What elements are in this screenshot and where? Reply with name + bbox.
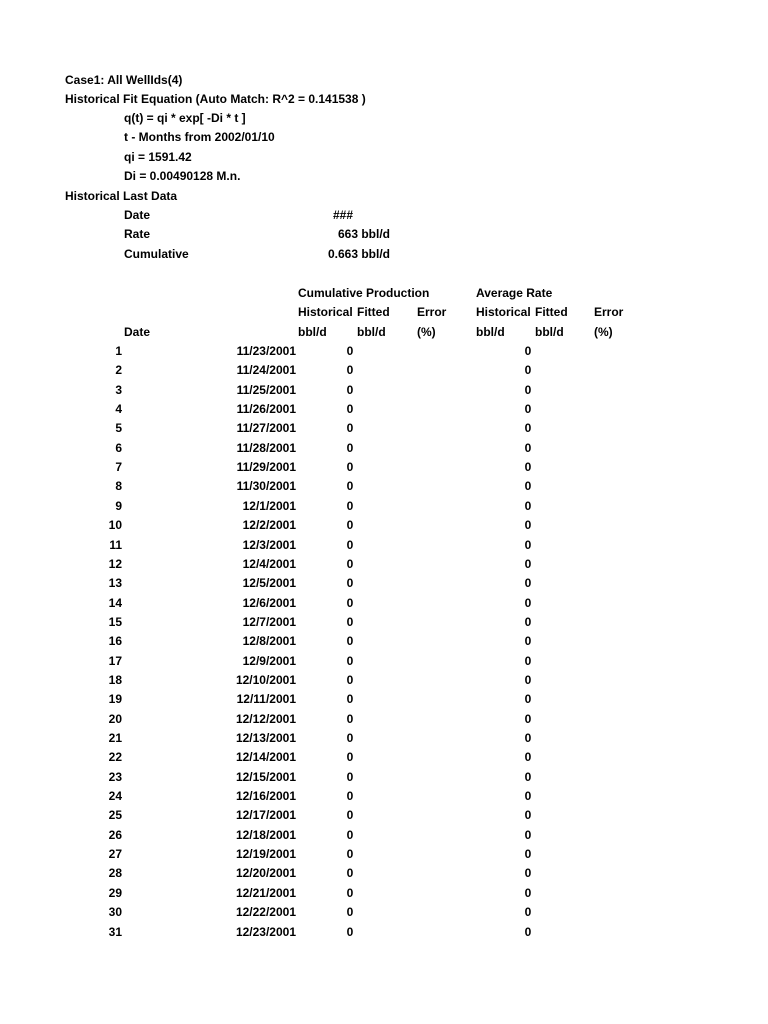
row-cum-historical: 0 (346, 886, 354, 900)
row-avg-historical: 0 (524, 576, 532, 590)
row-cum-historical: 0 (346, 828, 354, 842)
row-cum-historical: 0 (346, 692, 354, 706)
row-index: 31 (108, 925, 122, 939)
row-cum-historical: 0 (346, 673, 354, 687)
header-date: Date (124, 325, 151, 339)
row-index: 23 (108, 770, 122, 784)
row-avg-historical: 0 (524, 905, 532, 919)
row-date: 11/25/2001 (236, 383, 296, 397)
row-index: 28 (108, 866, 122, 880)
row-avg-historical: 0 (524, 460, 532, 474)
row-avg-historical: 0 (524, 499, 532, 513)
row-cum-historical: 0 (346, 518, 354, 532)
fit-equation-title: Historical Fit Equation (Auto Match: R^2 = 0.141538 ) (65, 92, 366, 106)
row-avg-historical: 0 (524, 634, 532, 648)
row-avg-historical: 0 (524, 789, 532, 803)
row-avg-historical: 0 (524, 808, 532, 822)
case-title: Case1: All WellIds(4) (65, 73, 183, 87)
row-date: 12/16/2001 (235, 789, 296, 803)
last-date-value: ### (332, 208, 353, 222)
row-cum-historical: 0 (346, 421, 354, 435)
row-index: 16 (108, 634, 122, 648)
row-cum-historical: 0 (346, 402, 354, 416)
row-date: 12/18/2001 (235, 828, 296, 842)
row-index: 15 (108, 615, 122, 629)
row-cum-historical: 0 (346, 344, 354, 358)
row-index: 26 (108, 828, 122, 842)
header-avg-historical: Historical (476, 305, 531, 319)
header-avg-error: Error (594, 305, 624, 319)
last-data-title: Historical Last Data (65, 189, 178, 203)
group-average-rate: Average Rate (476, 286, 553, 300)
row-cum-historical: 0 (346, 770, 354, 784)
row-avg-historical: 0 (524, 886, 532, 900)
row-index: 29 (108, 886, 122, 900)
row-index: 10 (108, 518, 122, 532)
row-index: 6 (115, 441, 122, 455)
row-index: 25 (108, 808, 122, 822)
row-date: 11/24/2001 (236, 363, 296, 377)
row-date: 12/22/2001 (235, 905, 296, 919)
row-avg-historical: 0 (524, 344, 532, 358)
row-date: 12/5/2001 (242, 576, 296, 590)
row-date: 12/4/2001 (242, 557, 296, 571)
row-avg-historical: 0 (524, 828, 532, 842)
row-avg-historical: 0 (524, 654, 532, 668)
t-definition: t - Months from 2002/01/10 (124, 130, 275, 144)
row-date: 12/14/2001 (235, 750, 296, 764)
row-avg-historical: 0 (524, 615, 532, 629)
last-rate-label: Rate (124, 227, 151, 241)
group-cumulative-production: Cumulative Production (298, 286, 430, 300)
row-cum-historical: 0 (346, 615, 354, 629)
row-date: 12/17/2001 (235, 808, 296, 822)
row-index: 3 (115, 383, 122, 397)
row-date: 11/28/2001 (236, 441, 296, 455)
row-index: 18 (108, 673, 122, 687)
row-avg-historical: 0 (524, 847, 532, 861)
last-rate-value: 663 bbl/d (337, 227, 390, 241)
row-avg-historical: 0 (524, 557, 532, 571)
header-cum-error: Error (417, 305, 447, 319)
row-cum-historical: 0 (346, 905, 354, 919)
row-date: 12/20/2001 (235, 866, 296, 880)
row-avg-historical: 0 (524, 363, 532, 377)
row-avg-historical: 0 (524, 441, 532, 455)
row-index: 1 (115, 344, 122, 358)
row-index: 12 (108, 557, 122, 571)
row-cum-historical: 0 (346, 441, 354, 455)
last-cumulative-value: 0.663 bbl/d (327, 247, 390, 261)
row-index: 7 (115, 460, 122, 474)
row-date: 12/2/2001 (242, 518, 296, 532)
row-date: 12/19/2001 (235, 847, 296, 861)
row-cum-historical: 0 (346, 808, 354, 822)
row-date: 12/21/2001 (235, 886, 296, 900)
row-index: 11 (109, 538, 122, 552)
row-date: 12/7/2001 (242, 615, 296, 629)
row-date: 12/8/2001 (242, 634, 296, 648)
row-date: 12/13/2001 (235, 731, 296, 745)
row-date: 12/1/2001 (242, 499, 296, 513)
row-date: 12/23/2001 (235, 925, 296, 939)
row-cum-historical: 0 (346, 712, 354, 726)
row-index: 22 (108, 750, 122, 764)
row-avg-historical: 0 (524, 925, 532, 939)
row-avg-historical: 0 (524, 596, 532, 610)
row-cum-historical: 0 (346, 750, 354, 764)
row-index: 19 (108, 692, 122, 706)
row-avg-historical: 0 (524, 402, 532, 416)
row-index: 21 (108, 731, 122, 745)
row-date: 11/29/2001 (236, 460, 296, 474)
row-cum-historical: 0 (346, 383, 354, 397)
row-avg-historical: 0 (524, 731, 532, 745)
row-date: 12/3/2001 (242, 538, 296, 552)
row-date: 12/9/2001 (242, 654, 296, 668)
row-index: 9 (115, 499, 122, 513)
row-cum-historical: 0 (346, 557, 354, 571)
row-index: 30 (108, 905, 122, 919)
row-index: 5 (115, 421, 122, 435)
row-avg-historical: 0 (524, 383, 532, 397)
unit-cum-historical: bbl/d (298, 325, 327, 339)
row-cum-historical: 0 (346, 363, 354, 377)
equation: q(t) = qi * exp[ -Di * t ] (124, 111, 246, 125)
row-cum-historical: 0 (346, 499, 354, 513)
row-index: 8 (115, 479, 122, 493)
row-index: 13 (108, 576, 122, 590)
row-avg-historical: 0 (524, 866, 532, 880)
unit-cum-error: (%) (417, 325, 436, 339)
row-index: 4 (115, 402, 122, 416)
row-avg-historical: 0 (524, 673, 532, 687)
row-date: 11/26/2001 (236, 402, 296, 416)
row-date: 12/15/2001 (235, 770, 296, 784)
row-cum-historical: 0 (346, 731, 354, 745)
header-cum-historical: Historical (298, 305, 353, 319)
last-cumulative-label: Cumulative (124, 247, 189, 261)
row-cum-historical: 0 (346, 654, 354, 668)
last-date-label: Date (124, 208, 151, 222)
row-date: 11/30/2001 (236, 479, 296, 493)
row-index: 17 (108, 654, 122, 668)
row-cum-historical: 0 (346, 538, 354, 552)
row-date: 12/12/2001 (235, 712, 296, 726)
row-avg-historical: 0 (524, 538, 532, 552)
row-avg-historical: 0 (524, 479, 532, 493)
row-cum-historical: 0 (346, 596, 354, 610)
row-avg-historical: 0 (524, 692, 532, 706)
row-date: 12/10/2001 (235, 673, 296, 687)
row-index: 14 (108, 596, 122, 610)
row-cum-historical: 0 (346, 847, 354, 861)
row-avg-historical: 0 (524, 770, 532, 784)
unit-avg-fitted: bbl/d (535, 325, 564, 339)
row-avg-historical: 0 (524, 750, 532, 764)
row-index: 27 (108, 847, 122, 861)
row-cum-historical: 0 (346, 925, 354, 939)
row-index: 2 (115, 363, 122, 377)
row-date: 11/27/2001 (236, 421, 296, 435)
di-value: Di = 0.00490128 M.n. (124, 169, 241, 183)
row-cum-historical: 0 (346, 866, 354, 880)
row-avg-historical: 0 (524, 712, 532, 726)
row-avg-historical: 0 (524, 421, 532, 435)
row-date: 12/11/2001 (236, 692, 296, 706)
row-cum-historical: 0 (346, 789, 354, 803)
row-avg-historical: 0 (524, 518, 532, 532)
row-cum-historical: 0 (346, 576, 354, 590)
row-index: 20 (108, 712, 122, 726)
header-avg-fitted: Fitted (535, 305, 568, 319)
header-cum-fitted: Fitted (357, 305, 390, 319)
row-cum-historical: 0 (346, 634, 354, 648)
qi-value: qi = 1591.42 (124, 150, 192, 164)
unit-cum-fitted: bbl/d (357, 325, 386, 339)
unit-avg-error: (%) (594, 325, 613, 339)
row-date: 12/6/2001 (242, 596, 296, 610)
row-index: 24 (108, 789, 122, 803)
row-date: 11/23/2001 (236, 344, 296, 358)
row-cum-historical: 0 (346, 479, 354, 493)
row-cum-historical: 0 (346, 460, 354, 474)
unit-avg-historical: bbl/d (476, 325, 505, 339)
